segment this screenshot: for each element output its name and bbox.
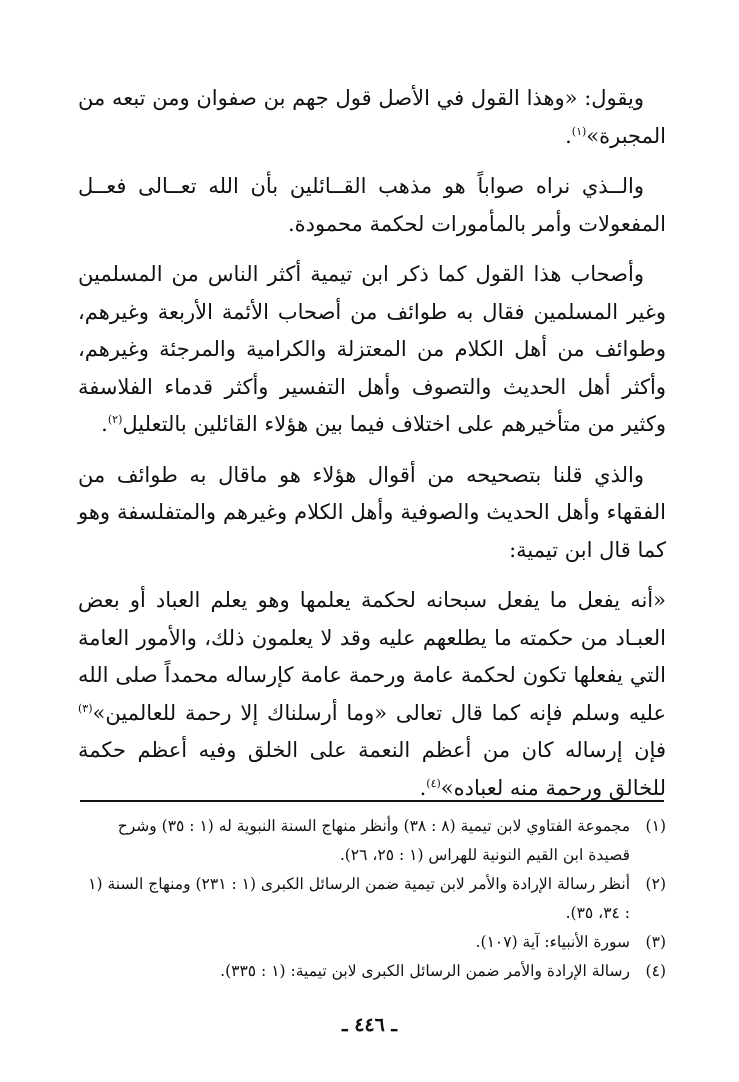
paragraph: ويقول: «وهذا القول في الأصل قول جهم بن صفوان ومن تبعه من المجبرة»$^{(١)}$. xyxy=(78,86,666,148)
footnote-text: سورة الأنبياء: آية (١٠٧). xyxy=(475,933,630,951)
footnote-ref: (٤) xyxy=(426,776,441,790)
footnote-item xyxy=(80,870,666,928)
footnote-number: (٣) xyxy=(645,933,666,951)
paragraph: والذي قلنا بتصحيحه من أقوال هؤلاء هو ماقال به طوائف من الفقهاء وأهل الحديث والصوفية وأهل الكلام وغيرهم والمتفلسفة وهو كما قال ابن تيمية: xyxy=(78,462,666,562)
paragraph: والــذي نراه صواباً هو مذهب القــائلين بأن الله تعــالى فعــل المفعولات وأمر بالمأمورات لحكمة محمودة. xyxy=(78,174,666,236)
footnote-ref: (٣) xyxy=(78,701,93,715)
footnote-number: (١) xyxy=(645,817,666,835)
quotation-paragraph: «أنه يفعل ما يفعل سبحانه لحكمة يعلمها وهو يعلم العباد أو بعض العبـاد من حكمته ما يطلعهم عليه وقد لا يعلمون ذلك، والأمور العامة التي يفعلها تكون لحكمة عامة ورحمة عامة كإرساله محمداً صلى الله عليه وسلم فإنه كما قال تعالى «وما أرسلناك إلا رحمة للعالمين»$^{(٣)}$ فإن إرساله كان من أعظم النعمة على الخلق وفيه أعظم حكمة للخالق ورحمة منه لعباده»$^{(٤)}$. xyxy=(78,588,667,800)
footnote-item xyxy=(80,812,666,870)
footnote-number: (٢) xyxy=(645,875,666,893)
main-text xyxy=(78,80,666,820)
footnote-divider xyxy=(80,800,664,802)
footnote-text: أنظر رسالة الإرادة والأمر لابن تيمية ضمن الرسائل الكبرى (١ : ٢٣١) ومنهاج السنة (١ : ٣٤، ٣٥). xyxy=(88,875,630,922)
page-number: ـ ٤٤٦ ـ xyxy=(342,1014,397,1036)
footnote-ref: (٢) xyxy=(107,413,123,426)
footnote-text: رسالة الإرادة والأمر ضمن الرسائل الكبرى لابن تيمية: (١ : ٣٣٥). xyxy=(220,962,630,980)
footnote-item xyxy=(80,928,666,957)
paragraph: وأصحاب هذا القول كما ذكر ابن تيمية أكثر الناس من المسلمين وغير المسلمين فقال به طوائف من أصحاب الأئمة الأربعة وغيرهم، وطوائف من أهل الكلام من المعتزلة والكرامية والمرجئة وغيرهم، وأكثر أهل الحديث والتصوف وأهل التفسير وأكثر قدماء الفلاسفة وكثير من متأخيرهم على اختلاف فيما بين هؤلاء القائلين بالتعليل$^{(٢)}$. xyxy=(78,262,666,436)
footnotes xyxy=(80,812,666,986)
footnote-text: مجموعة الفتاوي لابن تيمية (٨ : ٣٨) وأنظر منهاج السنة النبوية له (١ : ٣٥) وشرح قصيدة ابن القيم النونية للهراس (١ : ٢٥، ٢٦). xyxy=(117,817,630,864)
footnote-ref: (١) xyxy=(571,124,587,138)
footnote-item xyxy=(80,957,666,986)
footnote-number: (٤) xyxy=(645,962,666,980)
